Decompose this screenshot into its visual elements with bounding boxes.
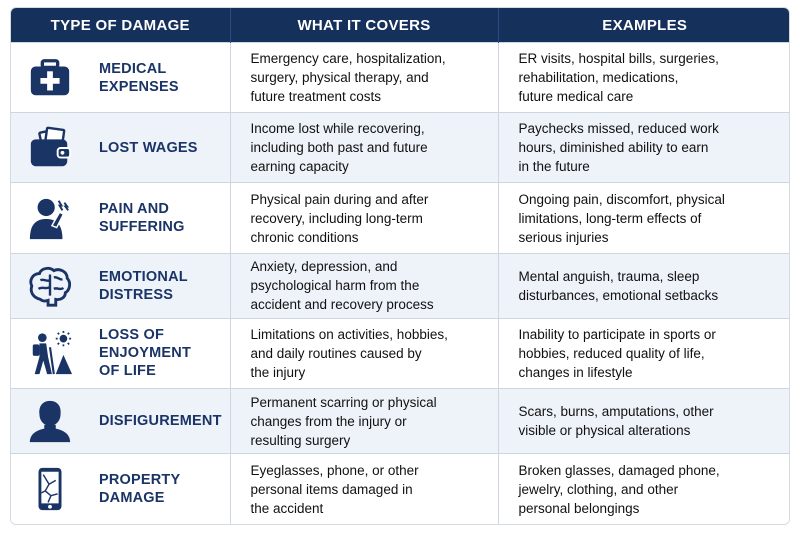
medical-kit-icon [11,48,89,108]
wallet-icon [11,118,89,178]
damage-type-label: EMOTIONAL DISTRESS [99,268,188,303]
covers-text: Limitations on activities, hobbies, and daily routines caused by the injury [250,326,448,380]
type-cell [11,183,230,253]
person-in-pain-icon [11,188,89,248]
hiker-icon [11,323,89,383]
examples-cell [498,183,790,253]
table-row [11,454,790,524]
examples-cell [498,43,790,113]
examples-text: Ongoing pain, discomfort, physical limitations, long-term effects of serious injuries [518,191,725,245]
covers-text: Physical pain during and after recovery, including long-term chronic conditions [250,191,429,245]
type-cell [11,318,230,388]
covers-text: Permanent scarring or physical changes from the injury or resulting surgery [250,394,437,448]
table-row [11,183,790,253]
header-examples: EXAMPLES [498,8,790,43]
covers-cell [230,389,498,454]
covers-cell [230,454,498,524]
damages-table [11,8,790,524]
examples-cell [498,253,790,318]
brain-icon [11,256,89,316]
examples-cell [498,318,790,388]
damage-type-label: LOSS OF ENJOYMENT OF LIFE [99,327,192,380]
damage-type-label: MEDICAL EXPENSES [99,60,179,95]
damage-type-label: PROPERTY DAMAGE [99,472,181,507]
type-cell [11,253,230,318]
damage-type-label: DISFIGUREMENT [99,413,222,430]
covers-text: Anxiety, depression, and psychological harm from the accident and recovery process [250,259,434,313]
examples-cell [498,389,790,454]
type-cell [11,454,230,524]
damage-type-label: LOST WAGES [99,139,198,156]
examples-text: ER visits, hospital bills, surgeries, rehabilitation, medications, future medical care [518,51,719,105]
type-cell [11,389,230,454]
covers-cell [230,183,498,253]
covers-text: Eyeglasses, phone, or other personal items damaged in the accident [250,462,419,516]
cracked-phone-icon [11,459,89,519]
type-cell [11,113,230,183]
header-type-of-damage: TYPE OF DAMAGE [11,8,230,43]
examples-text: Inability to participate in sports or hobbies, reduced quality of life, changes in lifestyle [518,326,716,380]
covers-text: Income lost while recovering, including both past and future earning capacity [250,121,428,175]
examples-text: Paychecks missed, reduced work hours, diminished ability to earn in the future [518,121,719,175]
person-silhouette-icon [11,391,89,451]
covers-cell [230,43,498,113]
examples-text: Scars, burns, amputations, other visible or physical alterations [518,404,714,439]
type-cell [11,43,230,113]
damage-type-label: PAIN AND SUFFERING [99,201,185,236]
table-row [11,113,790,183]
table-row [11,253,790,318]
header-what-it-covers: WHAT IT COVERS [230,8,498,43]
covers-cell [230,113,498,183]
examples-cell [498,454,790,524]
table-row [11,389,790,454]
table-row [11,43,790,113]
examples-text: Mental anguish, trauma, sleep disturbances, emotional setbacks [518,268,719,303]
header-row [11,8,790,43]
covers-text: Emergency care, hospitalization, surgery, physical therapy, and future treatment costs [250,51,446,105]
covers-cell [230,318,498,388]
examples-text: Broken glasses, damaged phone, jewelry, clothing, and other personal belongings [518,462,720,516]
covers-cell [230,253,498,318]
examples-cell [498,113,790,183]
damages-table-container [10,7,790,525]
table-row [11,318,790,388]
